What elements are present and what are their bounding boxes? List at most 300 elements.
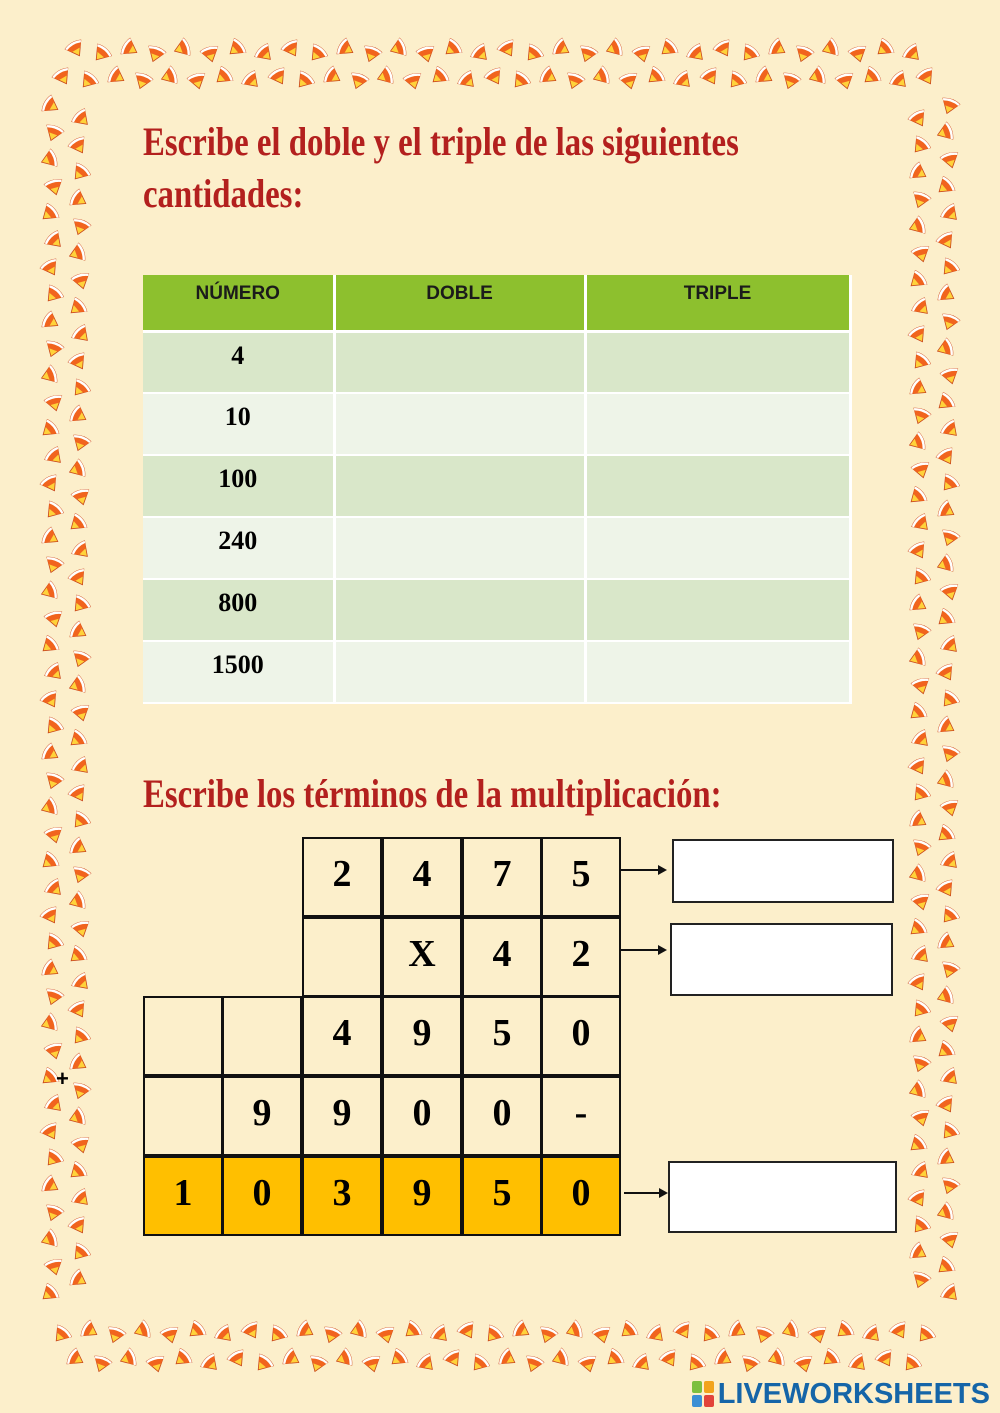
table-row (143, 517, 850, 579)
candy-corn-icon (906, 1079, 926, 1101)
candy-corn-icon (935, 446, 958, 468)
liveworksheets-logo-icon (692, 1381, 714, 1407)
candy-corn-icon (910, 728, 933, 751)
candy-corn-icon (551, 37, 573, 60)
candy-corn-icon (70, 107, 93, 130)
candy-corn-icon (934, 337, 954, 359)
candy-corn-icon (563, 1319, 583, 1341)
candy-corn-icon (362, 1355, 383, 1374)
candy-corn-icon (39, 689, 62, 711)
triple-answer-cell[interactable] (585, 331, 850, 393)
candy-corn-icon (940, 1015, 961, 1034)
candy-corn-icon (68, 1242, 91, 1265)
candy-corn-icon (906, 431, 926, 453)
candy-corn-icon (631, 1352, 654, 1375)
candy-corn-icon (907, 756, 930, 778)
candy-corn-icon (578, 1355, 599, 1374)
liveworksheets-footer[interactable] (692, 1377, 990, 1411)
candy-corn-icon (683, 1353, 706, 1376)
candy-corn-icon (861, 1323, 884, 1346)
candy-corn-icon (603, 37, 623, 59)
candy-corn-icon (933, 823, 956, 846)
candy-corn-icon (68, 1052, 90, 1075)
candy-corn-icon (908, 593, 930, 616)
candy-corn-icon (940, 151, 961, 170)
candy-corn-icon (211, 65, 234, 88)
candy-corn-icon (106, 65, 128, 88)
result-cell: 1 (143, 1156, 223, 1236)
candy-corn-icon (66, 458, 86, 480)
candy-corn-icon (910, 944, 933, 967)
candy-corn-icon (935, 230, 958, 252)
candy-corn-icon (89, 43, 112, 66)
candy-corn-icon (908, 567, 931, 590)
candy-corn-icon (483, 66, 506, 88)
grid-cell (143, 996, 223, 1076)
candy-corn-icon (200, 45, 221, 64)
candy-corn-icon (935, 1094, 958, 1116)
candy-corn-icon (333, 1347, 353, 1369)
candy-corn-icon (71, 1136, 92, 1155)
candy-corn-icon (117, 1347, 137, 1369)
doble-answer-cell[interactable] (334, 579, 585, 641)
candy-corn-icon (685, 42, 708, 65)
candy-corn-icon (779, 71, 801, 91)
candy-corn-icon (347, 71, 369, 91)
candy-corn-icon (806, 65, 826, 87)
candy-corn-icon (69, 649, 91, 669)
candy-corn-icon (41, 1148, 64, 1171)
candy-corn-icon (905, 701, 928, 724)
candy-corn-icon (224, 37, 247, 60)
candy-corn-icon (752, 1325, 774, 1345)
candy-corn-icon (576, 44, 598, 64)
candy-corn-icon (67, 135, 90, 157)
candy-corn-icon (44, 1258, 65, 1277)
grid-cell: 2 (302, 837, 382, 917)
triple-answer-cell[interactable] (585, 455, 850, 517)
candy-corn-icon (66, 1106, 86, 1128)
candy-corn-icon (937, 1121, 960, 1144)
candy-corn-icon (940, 799, 961, 818)
candy-corn-icon (906, 215, 926, 237)
candy-corn-icon (71, 704, 92, 723)
grid-cell: 4 (302, 996, 382, 1076)
candy-corn-icon (469, 42, 492, 65)
candy-corn-icon (901, 42, 924, 65)
candy-corn-icon (42, 771, 64, 791)
candy-corn-icon (43, 229, 66, 252)
candy-corn-icon (68, 620, 90, 643)
grid-cell: 9 (222, 1076, 302, 1156)
candy-corn-icon (68, 378, 91, 401)
section2-title: Escribe los términos de la multiplicación: (143, 771, 722, 816)
candy-corn-icon (374, 65, 394, 87)
candy-corn-icon (905, 1133, 928, 1156)
candy-corn-icon (68, 1026, 91, 1049)
grid-cell: 4 (462, 917, 542, 997)
candy-corn-icon (935, 662, 958, 684)
candy-corn-icon (68, 1268, 90, 1291)
candy-corn-icon (68, 594, 91, 617)
candy-corn-icon (911, 677, 932, 696)
candy-corn-icon (911, 1109, 932, 1128)
candy-corn-icon (67, 351, 90, 373)
candy-corn-icon (481, 1324, 504, 1347)
term-answer-box-factor1[interactable] (672, 839, 894, 903)
candy-corn-icon (305, 43, 328, 66)
candy-corn-icon (909, 190, 931, 210)
candy-corn-icon (131, 1319, 151, 1341)
candy-corn-icon (40, 958, 62, 981)
candy-corn-icon (779, 1319, 799, 1341)
candy-corn-icon (253, 42, 276, 65)
candy-corn-icon (656, 37, 679, 60)
doble-answer-cell[interactable] (334, 455, 585, 517)
plus-sign: + (56, 1066, 69, 1091)
candy-corn-icon (37, 418, 60, 441)
candy-corn-icon (66, 674, 86, 696)
candy-corn-icon (65, 1347, 87, 1370)
candy-corn-icon (905, 485, 928, 508)
candy-corn-icon (888, 69, 911, 92)
candy-corn-icon (226, 1348, 249, 1370)
candy-corn-icon (44, 394, 65, 413)
brand-name: LIVEWORKSHEETS (717, 1377, 990, 1410)
candy-corn-icon (907, 972, 930, 994)
candy-corn-icon (939, 1282, 962, 1305)
candy-corn-icon (70, 1187, 93, 1210)
candy-corn-icon (910, 1160, 933, 1183)
candy-corn-icon (267, 66, 290, 88)
candy-corn-icon (909, 622, 931, 642)
candy-corn-icon (936, 1147, 958, 1170)
grid-cell: 0 (382, 1076, 462, 1156)
candy-corn-icon (767, 37, 789, 60)
candy-corn-icon (907, 540, 930, 562)
candy-corn-icon (933, 1039, 956, 1062)
candy-corn-icon (643, 65, 666, 88)
candy-corn-icon (909, 838, 931, 858)
arrow-icon (621, 949, 665, 951)
candy-corn-icon (42, 1203, 64, 1223)
candy-corn-icon (888, 1320, 911, 1342)
candy-corn-icon (511, 1319, 533, 1342)
candy-corn-icon (44, 178, 65, 197)
candy-corn-icon (737, 43, 760, 66)
arrow-icon (621, 869, 665, 871)
candy-corn-icon (131, 71, 153, 91)
candy-corn-icon (40, 310, 62, 333)
term-answer-box-product[interactable] (668, 1161, 897, 1233)
candy-corn-icon (848, 45, 869, 64)
result-cell: 3 (302, 1156, 382, 1236)
candy-corn-icon (908, 1025, 930, 1048)
doble-answer-cell[interactable] (334, 641, 585, 703)
candy-corn-icon (699, 66, 722, 88)
candy-corn-icon (79, 1319, 101, 1342)
candy-corn-icon (213, 1323, 236, 1346)
candy-corn-icon (415, 1352, 438, 1375)
candy-corn-icon (347, 1319, 367, 1341)
candy-corn-icon (935, 878, 958, 900)
candy-corn-icon (41, 932, 64, 955)
candy-corn-icon (907, 1188, 930, 1210)
candy-corn-icon (68, 162, 91, 185)
result-cell: 9 (382, 1156, 462, 1236)
grid-cell: 5 (462, 996, 542, 1076)
candy-corn-icon (416, 45, 437, 64)
candy-corn-icon (938, 312, 960, 332)
candy-corn-icon (590, 65, 610, 87)
candy-corn-icon (281, 1347, 303, 1370)
candy-corn-icon (467, 1353, 490, 1376)
triple-answer-cell[interactable] (585, 579, 850, 641)
candy-corn-icon (934, 985, 954, 1007)
candy-corn-icon (69, 433, 91, 453)
candy-corn-icon (66, 242, 86, 264)
candy-corn-icon (39, 473, 62, 495)
candy-corn-icon (522, 1354, 544, 1374)
candy-corn-icon (908, 1241, 930, 1264)
candy-corn-icon (76, 70, 99, 93)
header-doble: DOBLE (334, 275, 585, 331)
candy-corn-icon (71, 272, 92, 291)
candy-corn-icon (937, 689, 960, 712)
header-triple: TRIPLE (585, 275, 850, 331)
candy-corn-icon (915, 66, 938, 88)
candy-corn-icon (936, 931, 958, 954)
candy-corn-icon (41, 500, 64, 523)
candy-corn-icon (899, 1353, 922, 1376)
candy-corn-icon (400, 1319, 423, 1342)
candy-corn-icon (43, 661, 66, 684)
candy-corn-icon (49, 1324, 72, 1347)
grid-cell: 9 (382, 996, 462, 1076)
candy-corn-icon (306, 1354, 328, 1374)
grid-cell: 0 (462, 1076, 542, 1156)
candy-corn-icon (724, 70, 747, 93)
candy-corn-icon (376, 1326, 397, 1345)
doble-answer-cell[interactable] (334, 517, 585, 579)
candy-corn-icon (70, 323, 93, 346)
candy-corn-icon (69, 865, 91, 885)
candy-corn-icon (934, 553, 954, 575)
candy-corn-icon (938, 1176, 960, 1196)
doble-answer-cell[interactable] (334, 393, 585, 455)
candy-corn-icon (70, 755, 93, 778)
candy-corn-icon (65, 1160, 88, 1183)
candy-corn-icon (497, 1347, 519, 1370)
candy-corn-icon (42, 987, 64, 1007)
candy-corn-icon (67, 1215, 90, 1237)
candy-corn-icon (39, 1121, 62, 1143)
candy-corn-icon (280, 38, 303, 60)
candy-corn-icon (911, 893, 932, 912)
candy-corn-icon (658, 1348, 681, 1370)
candy-corn-icon (738, 1354, 760, 1374)
section1-title-line1: Escribe el doble y el triple de las siguientes (143, 119, 739, 164)
header-numero: NÚMERO (143, 275, 334, 331)
doble-answer-cell[interactable] (334, 331, 585, 393)
candy-corn-icon (939, 1066, 962, 1089)
candy-corn-icon (909, 406, 931, 426)
number-cell: 4 (143, 331, 334, 393)
number-cell: 240 (143, 517, 334, 579)
candy-corn-icon (908, 809, 930, 832)
candy-corn-icon (536, 1325, 558, 1345)
candy-corn-icon (170, 1347, 193, 1370)
candy-corn-icon (184, 1319, 207, 1342)
candy-corn-icon (905, 269, 928, 292)
candy-corn-icon (320, 1325, 342, 1345)
candy-corn-icon (939, 202, 962, 225)
candy-corn-icon (645, 1323, 668, 1346)
grid-cell: 2 (541, 917, 621, 997)
candy-corn-icon (936, 283, 958, 306)
candy-corn-icon (37, 202, 60, 225)
candy-corn-icon (69, 217, 91, 237)
candy-corn-icon (68, 810, 91, 833)
number-cell: 100 (143, 455, 334, 517)
candy-corn-icon (835, 72, 856, 91)
candy-corn-icon (429, 1323, 452, 1346)
candy-corn-icon (251, 1353, 274, 1376)
candy-corn-icon (712, 38, 735, 60)
candy-corn-icon (908, 999, 931, 1022)
candy-corn-icon (909, 1054, 931, 1074)
candy-corn-icon (43, 877, 66, 900)
candy-corn-icon (933, 391, 956, 414)
candy-corn-icon (934, 1201, 954, 1223)
candy-corn-icon (68, 188, 90, 211)
result-cell: 0 (222, 1156, 302, 1236)
candy-corn-icon (42, 123, 64, 143)
table-header-row (143, 275, 850, 331)
candy-corn-icon (403, 72, 424, 91)
candy-corn-icon (65, 728, 88, 751)
candy-corn-icon (38, 1012, 58, 1034)
candy-corn-icon (936, 715, 958, 738)
candy-corn-icon (906, 647, 926, 669)
grid-cell: 7 (462, 837, 542, 917)
candy-corn-icon (908, 351, 931, 374)
candy-corn-icon (934, 769, 954, 791)
candy-corn-icon (65, 512, 88, 535)
table-row (143, 579, 850, 641)
candy-corn-icon (908, 783, 931, 806)
candy-corn-icon (66, 890, 86, 912)
candy-corn-icon (906, 863, 926, 885)
candy-corn-icon (907, 324, 930, 346)
candy-corn-icon (908, 377, 930, 400)
candy-corn-icon (933, 1255, 956, 1278)
candy-corn-icon (619, 72, 640, 91)
candy-corn-icon (907, 108, 930, 130)
candy-corn-icon (616, 1319, 639, 1342)
table-row (143, 641, 850, 703)
triple-answer-cell[interactable] (585, 393, 850, 455)
candy-corn-icon (43, 1093, 66, 1116)
candy-corn-icon (910, 296, 933, 319)
candy-corn-icon (934, 121, 954, 143)
candy-corn-icon (42, 339, 64, 359)
candy-corn-icon (39, 905, 62, 927)
candy-corn-icon (933, 607, 956, 630)
candy-corn-icon (427, 65, 450, 88)
candy-corn-icon (70, 539, 93, 562)
candy-corn-icon (792, 44, 814, 64)
candy-corn-icon (672, 69, 695, 92)
candy-corn-icon (938, 744, 960, 764)
table-row (143, 455, 850, 517)
candy-corn-icon (911, 461, 932, 480)
candy-corn-icon (909, 1270, 931, 1290)
candy-corn-icon (754, 65, 776, 88)
candy-corn-icon (37, 850, 60, 873)
candy-corn-icon (940, 367, 961, 386)
candy-corn-icon (67, 999, 90, 1021)
candy-corn-icon (44, 826, 65, 845)
candy-corn-icon (727, 1319, 749, 1342)
candy-corn-icon (37, 1282, 60, 1305)
candy-corn-icon (538, 65, 560, 88)
candy-corn-icon (808, 1326, 829, 1345)
candy-corn-icon (67, 567, 90, 589)
triple-answer-cell[interactable] (585, 641, 850, 703)
table-row (143, 331, 850, 393)
candy-corn-icon (240, 1320, 263, 1342)
candy-corn-icon (68, 836, 90, 859)
candy-corn-icon (938, 528, 960, 548)
candy-corn-icon (602, 1347, 625, 1370)
result-cell: 5 (462, 1156, 542, 1236)
grid-cell: 9 (302, 1076, 382, 1156)
candy-corn-icon (65, 296, 88, 319)
term-answer-box-factor2[interactable] (670, 923, 893, 996)
candy-corn-icon (187, 72, 208, 91)
candy-corn-icon (632, 45, 653, 64)
candy-corn-icon (794, 1355, 815, 1374)
result-cell: 0 (541, 1156, 621, 1236)
candy-corn-icon (939, 418, 962, 441)
candy-corn-icon (199, 1352, 222, 1375)
candy-corn-icon (939, 850, 962, 873)
candy-corn-icon (335, 37, 357, 60)
triple-answer-cell[interactable] (585, 517, 850, 579)
candy-corn-icon (908, 135, 931, 158)
candy-corn-icon (322, 65, 344, 88)
candy-corn-icon (67, 783, 90, 805)
candy-corn-icon (38, 1228, 58, 1250)
arrow-icon (624, 1192, 666, 1194)
candy-corn-icon (38, 796, 58, 818)
candy-corn-icon (456, 1320, 479, 1342)
candy-corn-icon (40, 742, 62, 765)
candy-corn-icon (496, 38, 519, 60)
candy-corn-icon (70, 971, 93, 994)
candy-corn-icon (508, 70, 531, 93)
candy-corn-icon (908, 1215, 931, 1238)
candy-corn-icon (765, 1347, 785, 1369)
candy-corn-icon (42, 555, 64, 575)
table-row (143, 393, 850, 455)
candy-corn-icon (44, 1042, 65, 1061)
section1-title-line2: cantidades: (143, 171, 304, 216)
candy-corn-icon (171, 37, 191, 59)
candy-corn-icon (938, 96, 960, 116)
candy-corn-icon (40, 94, 62, 117)
